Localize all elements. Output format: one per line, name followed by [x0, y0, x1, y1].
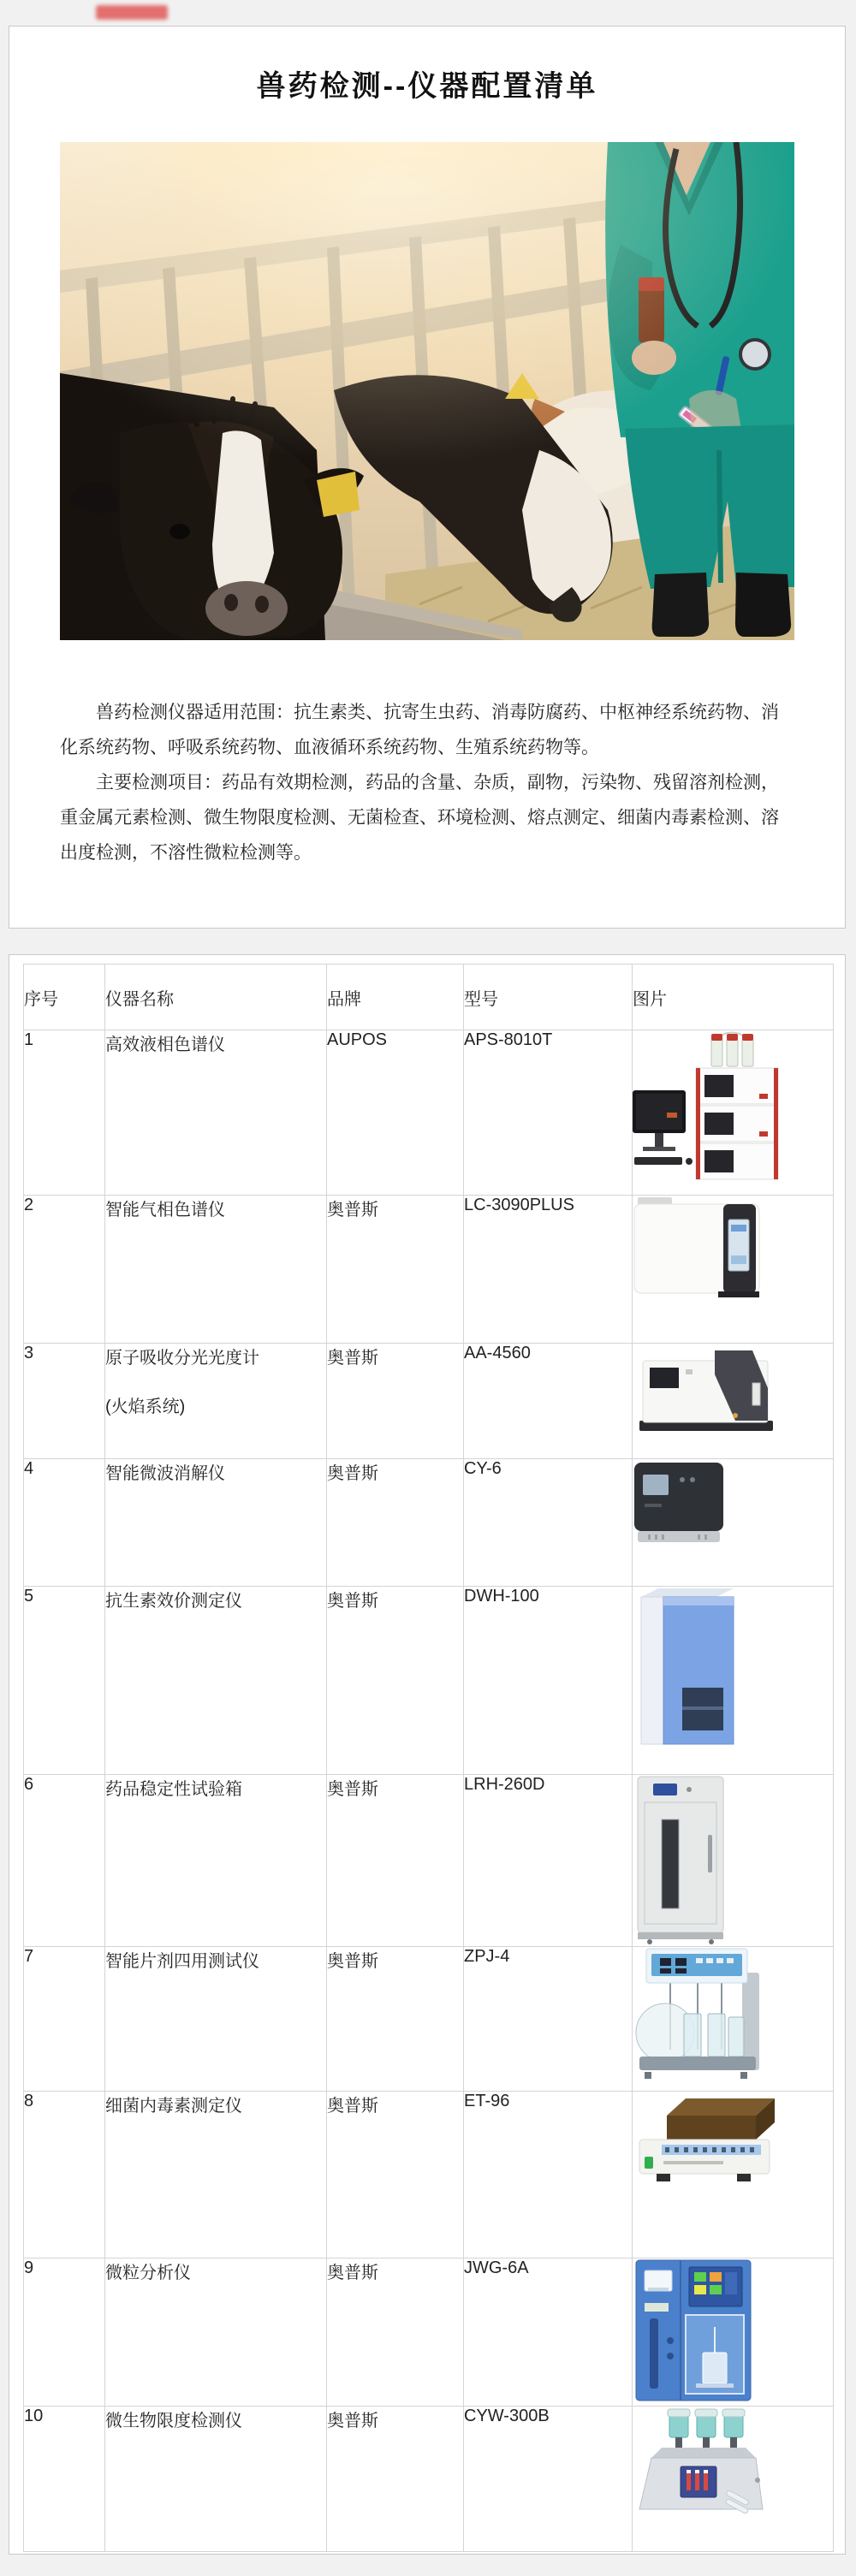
instrument-image-tablet: [633, 2005, 763, 2024]
row-number-cell: 3: [24, 1344, 105, 1459]
equipment-table: [23, 964, 834, 2552]
instrument-name-cell: 智能气相色谱仪: [105, 1196, 327, 1344]
image-cell: [633, 1587, 834, 1775]
instrument-image-microwave: [633, 1492, 728, 1511]
equipment-row: [24, 1947, 834, 2092]
brand-cell: 奥普斯: [327, 2258, 464, 2407]
top-left-red-mark: [96, 5, 168, 20]
table-header-row: [24, 965, 834, 1030]
table-card: [9, 954, 846, 2555]
brand-cell: AUPOS: [327, 1030, 464, 1196]
equipment-table-body: [24, 1030, 834, 2552]
brand-cell: 奥普斯: [327, 2092, 464, 2258]
model-cell: CY-6: [464, 1459, 633, 1587]
equipment-row: [24, 1196, 834, 1344]
equipment-row: [24, 2092, 834, 2258]
row-number-cell: 5: [24, 1587, 105, 1775]
intro-paragraph-scope: 兽药检测仪器适用范围：抗生素类、抗寄生虫药、消毒防腐药、中枢神经系统药物、消化系统药物、呼吸系统药物、血液循环系统药物、生殖系统药物等。: [60, 703, 779, 757]
instrument-name-cell: 微粒分析仪: [105, 2258, 327, 2407]
image-cell: [633, 1459, 834, 1587]
equipment-row: [24, 1030, 834, 1196]
model-cell: ET-96: [464, 2092, 633, 2258]
equipment-row: [24, 1459, 834, 1587]
model-cell: APS-8010T: [464, 1030, 633, 1196]
row-number-cell: 1: [24, 1030, 105, 1196]
row-number-cell: 7: [24, 1947, 105, 2092]
intro-text: [60, 695, 794, 870]
image-cell: [633, 1947, 834, 2092]
brand-cell: 奥普斯: [327, 1947, 464, 2092]
image-cell: [633, 2092, 834, 2258]
instrument-image-particle: [633, 2322, 754, 2341]
page-title: 兽药检测--仪器配置清单: [256, 70, 598, 103]
brand-cell: 奥普斯: [327, 1587, 464, 1775]
instrument-name-cell: 智能片剂四用测试仪: [105, 1947, 327, 2092]
instrument-name-cell: 药品稳定性试验箱: [105, 1775, 327, 1947]
instrument-name-cell: 高效液相色谱仪: [105, 1030, 327, 1196]
farm-photo: [60, 142, 794, 640]
header-brand: 品牌: [327, 965, 464, 1030]
brand-cell: 奥普斯: [327, 1344, 464, 1459]
instrument-name-cell: 抗生素效价测定仪: [105, 1587, 327, 1775]
brand-cell: 奥普斯: [327, 1459, 464, 1587]
equipment-row: [24, 1344, 834, 1459]
model-cell: ZPJ-4: [464, 1947, 633, 2092]
brand-cell: 奥普斯: [327, 1775, 464, 1947]
instrument-image-stability: [633, 1849, 728, 1868]
model-cell: CYW-300B: [464, 2407, 633, 2552]
header-model: 型号: [464, 965, 633, 1030]
instrument-image-gc: [633, 1238, 761, 1256]
row-number-cell: 2: [24, 1196, 105, 1344]
brand-cell: 奥普斯: [327, 2407, 464, 2552]
instrument-image-hplc: [633, 1096, 782, 1115]
image-cell: [633, 1344, 834, 1459]
header-no: 序号: [24, 965, 105, 1030]
instrument-name-cell: 智能微波消解仪: [105, 1459, 327, 1587]
header-image: 图片: [633, 965, 834, 1030]
row-number-cell: 10: [24, 2407, 105, 2552]
instrument-name-cell: 微生物限度检测仪: [105, 2407, 327, 2552]
instrument-image-aas: [633, 1380, 778, 1398]
equipment-row: [24, 1775, 834, 1947]
row-number-cell: 6: [24, 1775, 105, 1947]
image-cell: [633, 1030, 834, 1196]
row-number-cell: 8: [24, 2092, 105, 2258]
model-cell: DWH-100: [464, 1587, 633, 1775]
header-name: 仪器名称: [105, 965, 327, 1030]
instrument-image-endotoxin: [633, 2132, 780, 2151]
equipment-row: [24, 2407, 834, 2552]
model-cell: LC-3090PLUS: [464, 1196, 633, 1344]
model-cell: LRH-260D: [464, 1775, 633, 1947]
image-cell: [633, 1775, 834, 1947]
instrument-name-cell: 细菌内毒素测定仪: [105, 2092, 327, 2258]
intro-paragraph-items: 主要检测项目：药品有效期检测，药品的含量、杂质，副物，污染物、残留溶剂检测，重金属元素检测、微生物限度检测、无菌检查、环境检测、熔点测定、细菌内毒素检测、溶出度检测，不溶性微粒检测等。: [60, 773, 779, 863]
intro-card: [9, 26, 846, 929]
image-cell: [633, 1196, 834, 1344]
brand-cell: 奥普斯: [327, 1196, 464, 1344]
instrument-image-potency: [633, 1659, 737, 1677]
instrument-name-line2: (火焰系统): [105, 1398, 186, 1416]
equipment-row: [24, 2258, 834, 2407]
image-cell: [633, 2258, 834, 2407]
instrument-name-cell: 原子吸收分光光度计 (火焰系统): [105, 1344, 327, 1459]
instrument-image-microbial: [633, 2450, 768, 2469]
equipment-row: [24, 1587, 834, 1775]
model-cell: AA-4560: [464, 1344, 633, 1459]
model-cell: JWG-6A: [464, 2258, 633, 2407]
row-number-cell: 4: [24, 1459, 105, 1587]
row-number-cell: 9: [24, 2258, 105, 2407]
image-cell: [633, 2407, 834, 2552]
